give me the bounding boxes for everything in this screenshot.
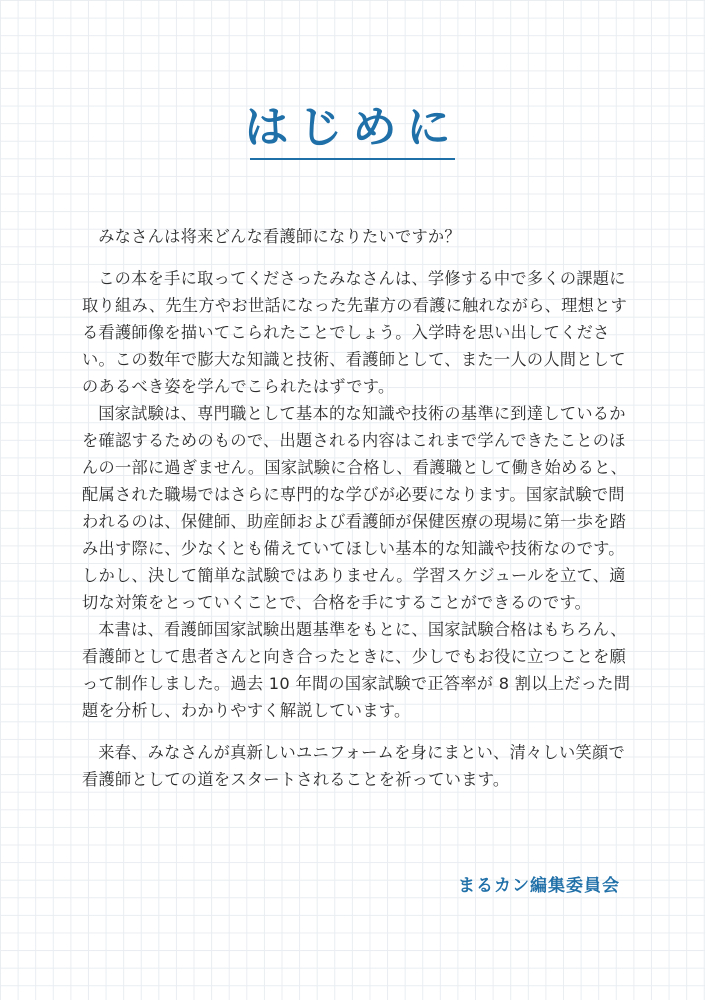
paragraph-exam: 国家試験は、専門職として基本的な知識や技術の基準に到達しているかを確認するためのもので、出題される内容はこれまで学んできたことのほんの一部に過ぎません。国家試験に合格し、看護職として働き始めると、配属された職場ではさらに専門的な学びが必要になります。国家試験で問われるのは、保健師、助産師および看護師が保健医療の現場に第一歩を踏み出す際に、少なくとも備えていてほしい基本的な知識や技術なのです。しかし、決して簡単な試験ではありません。学習スケジュールを立て、適切な対策をとっていくことで、合格を手にすることができるのです。: [82, 404, 628, 612]
page-title: はじめに: [244, 102, 461, 153]
body-text: [82, 223, 632, 793]
paragraph-book: 本書は、看護師国家試験出題基準をもとに、国家試験合格はもちろん、看護師として患者さんと向き合ったときに、少しでもお役に立つことを願って制作しました。過去 10 年間の国家試験で正答率が 8 割以上だった問題を分析し、わかりやすく解説しています。: [82, 620, 631, 720]
paragraph-question: みなさんは将来どんな看護師になりたいですか？: [98, 227, 461, 246]
title-underline: [250, 158, 455, 160]
paragraph-intro: この本を手に取ってくださったみなさんは、学修する中で多くの課題に取り組み、先生方やお世話になった先輩方の看護に触れながら、理想とする看護師像を描いてこられたことでしょう。入学時を思い出してください。この数年で膨大な知識と技術、看護師として、また一人の人間としてのあるべき姿を学んでこられたはずです。: [82, 269, 628, 396]
paragraph-closing: 来春、みなさんが真新しいユニフォームを身にまとい、清々しい笑顔で看護師としての道をスタートされることを祈っています。: [82, 743, 625, 789]
signature: まるカン編集委員会: [458, 876, 620, 896]
